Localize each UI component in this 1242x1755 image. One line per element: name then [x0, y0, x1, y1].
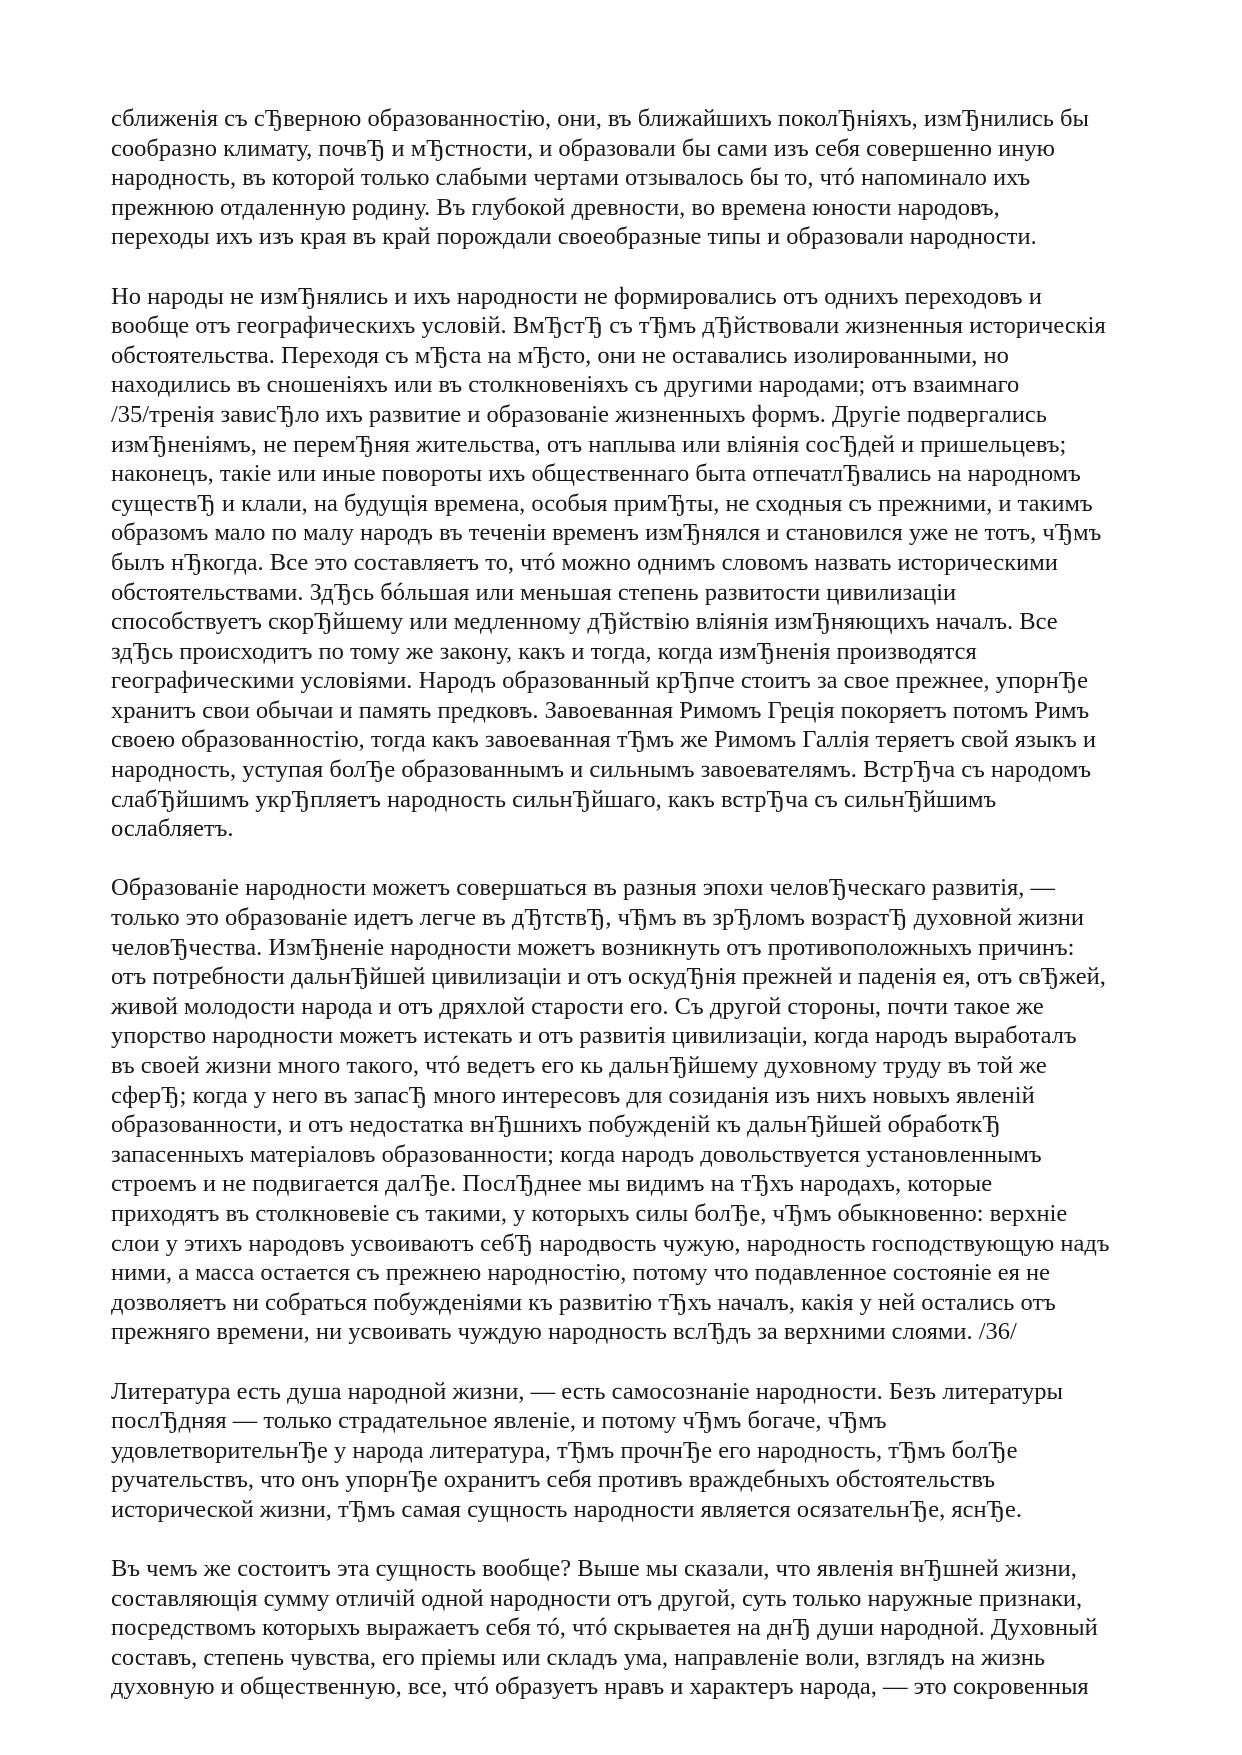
text-line: прежняго времени, ни усвоивать чуждую народность вслЂдъ за верхними слоями. /36/	[111, 1318, 1017, 1346]
text-line: обстоятельствами. ЗдЂсь бóльшая или меньшая степень развитости цивилизаціи	[111, 578, 957, 606]
text-line: обстоятельства. Переходя съ мЂста на мЂсто, они не оставались изолированными, но	[111, 341, 1009, 369]
text-line: географическими условіями. Народъ образованный крЂпче стоитъ за свое прежнее, упорнЂе	[111, 667, 1089, 695]
text-line: слои у этихъ народовъ усвоиваютъ себЂ народвость чужую, народность господствующую надъ	[111, 1229, 1110, 1257]
paragraph-4	[111, 1377, 1141, 1525]
text-line: наконецъ, такіе или иные повороты ихъ общественнаго быта отпечатлЂвались на народномъ	[111, 460, 1081, 488]
text-line: образомъ мало по малу народъ въ теченіи временъ измЂнялся и становился уже не тотъ, чЂмъ	[111, 519, 1102, 547]
text-line: составъ, степень чувства, его пріемы или складъ ума, направленіе воли, взглядъ на жизнь	[111, 1643, 1046, 1671]
paragraph-1	[111, 104, 1141, 252]
text-line: образованности, и отъ недостатка внЂшнихъ побужденій къ дальнЂйшей обработкЂ	[111, 1111, 1001, 1139]
text-line: Въ чемъ же состоитъ эта сущность вообще? Выше мы сказали, что явленія внЂшней жизни,	[111, 1555, 1077, 1583]
text-line: удовлетворительнЂе у народа литература, тЂмъ прочнЂе его народность, тЂмъ болЂе	[111, 1436, 1018, 1464]
text-line: дозволяетъ ни собраться побужденіями къ развитію тЂхъ началъ, какія у ней остались отъ	[111, 1288, 1056, 1316]
document-page	[111, 104, 1141, 1732]
text-line: ними, а масса остается съ прежнею народностію, потому что подавленное состояніе ея не	[111, 1259, 1051, 1287]
text-line: человЂчества. ИзмЂненіе народности можетъ возникнуть отъ противоположныхъ причинъ:	[111, 933, 1075, 961]
text-line: въ своей жизни много такого, чтó ведетъ его кь дальнЂйшему духовному труду въ той же	[111, 1052, 1047, 1079]
text-line: духовную и общественную, все, чтó образуетъ нравъ и характеръ народа, — это сокровенныя	[111, 1673, 1089, 1701]
paragraph-3	[111, 873, 1141, 1347]
text-line: отъ потребности дальнЂйшей цивилизаціи и отъ оскудЂнія прежней и паденія ея, отъ свЂжей,	[111, 963, 1106, 991]
text-line: посредствомъ которыхъ выражаетъ себя тó, чтó скрываетея на днЂ души народной. Духовный	[111, 1614, 1098, 1642]
text-line: сообразно климату, почвЂ и мЂстности, и образовали бы сами изъ себя совершенно иную	[111, 134, 1055, 162]
text-line: существЂ и клали, на будущія времена, особыя примЂты, не сходныя съ прежними, и такимъ	[111, 489, 1093, 517]
text-line: запасенныхъ матеріаловъ образованности; когда народъ довольствуется установленнымъ	[111, 1140, 1042, 1168]
text-line: былъ нЂкогда. Все это составляетъ то, чтó можно однимъ словомъ назвать историческими	[111, 548, 1058, 576]
text-line: составляющія сумму отличій одной народности отъ другой, суть только наружные признаки,	[111, 1584, 1083, 1612]
text-line: здЂсь происходитъ по тому же закону, какъ и тогда, когда измЂненія производятся	[111, 637, 977, 665]
text-line: упорство народности можетъ истекать и отъ развитія цивилизаціи, когда народъ выработалъ	[111, 1022, 1077, 1050]
text-line: прежнюю отдаленную родину. Въ глубокой древности, во времена юности народовъ,	[111, 193, 1000, 221]
text-line: народность, въ которой только слабыми чертами отзывалось бы то, чтó напоминало ихъ	[111, 164, 1031, 192]
text-line: только это образованіе идетъ легче въ дЂтствЂ, чЂмъ въ зрЂломъ возрастЂ духовной жизни	[111, 904, 1084, 932]
text-line: слабЂйшимъ укрЂпляетъ народность сильнЂйшаго, какъ встрЂча съ сильнЂйшимъ	[111, 785, 997, 813]
text-line: ручательствъ, что онъ упорнЂе охранитъ себя противъ враждебныхъ обстоятельствъ	[111, 1466, 996, 1494]
text-line: вообще отъ географическихъ условій. ВмЂстЂ съ тЂмъ дЂйствовали жизненныя историческія	[111, 312, 1106, 340]
text-line: сферЂ; когда у него въ запасЂ много интересовъ для созиданія изъ нихъ новыхъ явленій	[111, 1081, 1035, 1109]
text-line: своею образованностію, тогда какъ завоеванная тЂмъ же Римомъ Галлія теряетъ свой языкъ и	[111, 726, 1097, 754]
text-line: ослабляетъ.	[111, 815, 234, 843]
text-line: Образованіе народности можетъ совершаться въ разныя эпохи человЂческаго развитія, —	[111, 874, 1056, 902]
text-line: живой молодости народа и отъ дряхлой старости его. Съ другой стороны, почти такое же	[111, 992, 1044, 1020]
paragraph-5	[111, 1554, 1141, 1702]
text-line: Но народы не измЂнялись и ихъ народности не формировались отъ однихъ переходовъ и	[111, 282, 1042, 310]
text-line: строемъ и не подвигается далЂе. ПослЂднее мы видимъ на тЂхъ народахъ, которые	[111, 1170, 993, 1198]
text-line: способствуетъ скорЂйшему или медленному дЂйствію вліянія измЂняющихъ началъ. Все	[111, 608, 1058, 636]
text-line: Литература есть душа народной жизни, — есть самосознаніе народности. Безъ литературы	[111, 1377, 1063, 1405]
text-line: исторической жизни, тЂмъ самая сущность народности является осязательнЂе, яснЂе.	[111, 1495, 1023, 1523]
text-line: приходятъ въ столкновевіе съ такими, у которыхъ силы болЂе, чЂмъ обыкновенно: верхніе	[111, 1199, 1068, 1227]
text-line: /35/тренія зависЂло ихъ развитие и образованіе жизненныхъ формъ. Другіе подвергались	[111, 400, 1047, 428]
text-line: послЂдняя — только страдательное явленіе, и потому чЂмъ богаче, чЂмъ	[111, 1407, 887, 1435]
text-line: находились въ сношеніяхъ или въ столкновеніяхъ съ другими народами; отъ взаимнаго	[111, 371, 1020, 399]
text-line: хранитъ свои обычаи и память предковъ. Завоеванная Римомъ Греція покоряетъ потомъ Римъ	[111, 696, 1090, 724]
text-line: сближенія съ сЂверною образованностію, они, въ ближайшихъ поколЂніяхъ, измЂнились бы	[111, 105, 1089, 132]
text-line: народность, уступая болЂе образованнымъ и сильнымъ завоевателямъ. ВстрЂча съ народомъ	[111, 756, 1092, 784]
text-line: измЂненіямъ, не перемЂняя жительства, отъ наплыва или вліянія сосЂдей и пришельцевъ;	[111, 430, 1067, 458]
text-line: переходы ихъ изъ края въ край порождали своеобразные типы и образовали народности.	[111, 223, 1037, 251]
paragraph-2	[111, 282, 1141, 844]
